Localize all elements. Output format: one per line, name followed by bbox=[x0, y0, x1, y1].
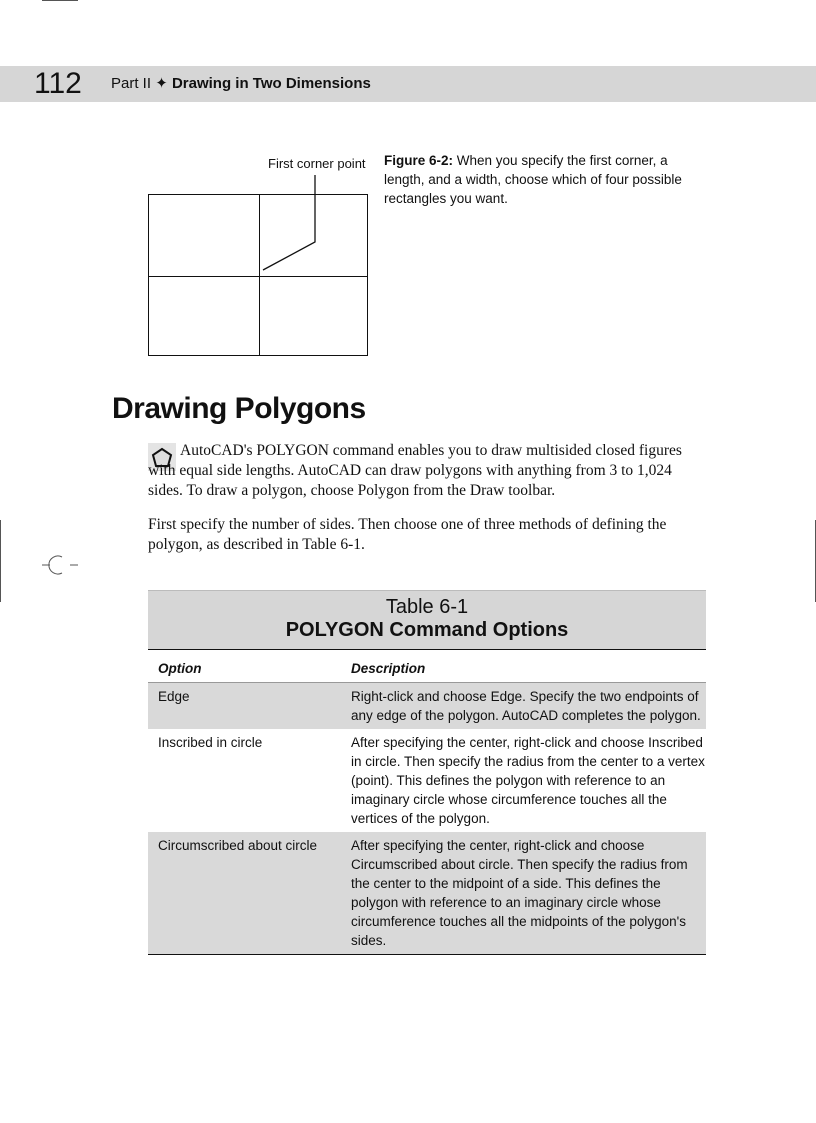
registration-mark-icon bbox=[40, 553, 80, 577]
figure-label: First corner point bbox=[268, 156, 366, 171]
margin-line bbox=[0, 520, 1, 602]
table-row: Inscribed in circle After specifying the center, right-click and choose Inscribed in circle. Then specify the radius from the center to a vertex (point). This defines the polygon with reference to an imaginary circle whose circumference touches all the vertices of the polygon. bbox=[158, 735, 705, 826]
leader-line bbox=[255, 170, 325, 280]
paragraph: AutoCAD's POLYGON command enables you to draw multisided closed figures with equal side lengths. AutoCAD can draw polygons with anything from 3 to 1,024 sides. To draw a polygon, choose Polygon from the Draw toolbar. bbox=[148, 442, 682, 499]
table-title: Table 6-1 POLYGON Command Options bbox=[148, 590, 706, 650]
page-number: 112 bbox=[34, 67, 82, 100]
figure-caption: Figure 6-2: When you specify the first corner, a length, and a width, choose which of four possible rectangles you want. bbox=[384, 153, 682, 206]
paragraph: First specify the number of sides. Then choose one of three methods of defining the polygon, as described in Table 6-1. bbox=[148, 516, 667, 553]
table-header: Option Description bbox=[148, 655, 706, 683]
table-row: Edge Right-click and choose Edge. Specify the two endpoints of any edge of the polygon. AutoCAD completes the polygon. bbox=[148, 683, 706, 729]
table-row: Circumscribed about circle After specifying the center, right-click and choose Circumscribed about circle. Then specify the radius from the center to the midpoint of a side. This defines the polygon with reference to an imaginary circle whose circumference touches all the midpoints of the polygon's sides. bbox=[148, 832, 706, 955]
crop-mark bbox=[42, 0, 78, 1]
header-title: Part II ✦ Drawing in Two Dimensions bbox=[111, 75, 371, 92]
section-heading: Drawing Polygons bbox=[112, 392, 366, 425]
table bbox=[148, 590, 706, 955]
